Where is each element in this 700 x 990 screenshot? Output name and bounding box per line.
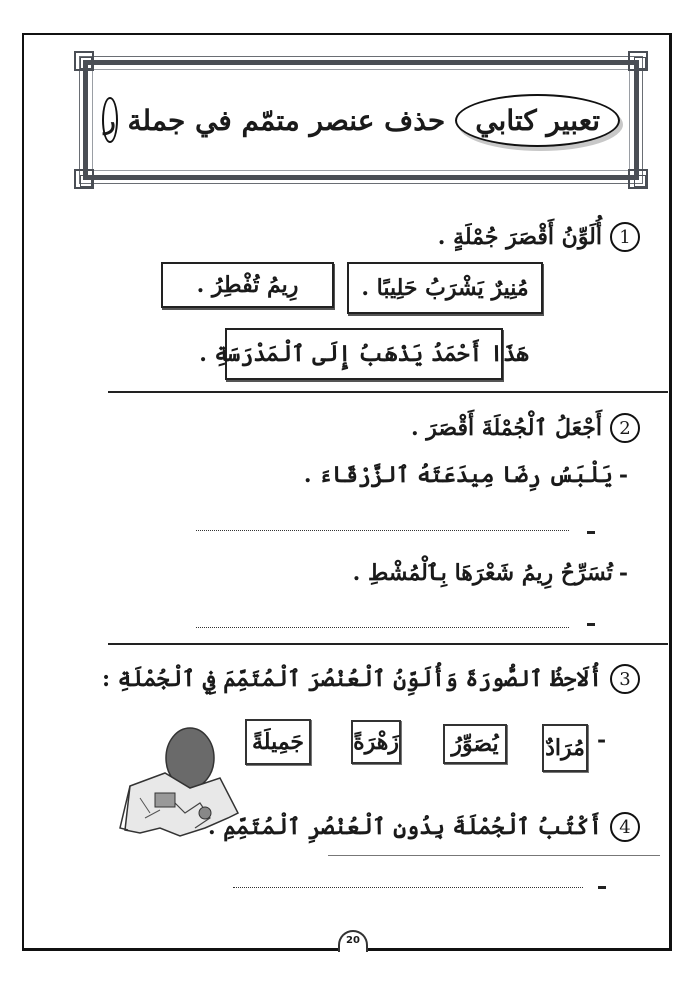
- section-divider: [108, 643, 668, 645]
- page-number-text: 20: [346, 935, 360, 946]
- exercise-sentence: تُسَرِّحُ رِيمُ شَعْرَهَا بِٱلْمُشْطِ .: [352, 560, 613, 586]
- page-title: حذف عنصر متمّم في جملة: [127, 103, 446, 137]
- word-box[interactable]: [245, 719, 311, 765]
- word-text: زَهْرَةً: [353, 729, 399, 755]
- title-banner: [83, 60, 639, 180]
- item-dash: -: [618, 560, 628, 586]
- sentence-option-box[interactable]: [161, 262, 334, 308]
- question-instruction: أُلَوِّنُ أَقْصَرَ جُمْلَةٍ .: [437, 224, 602, 250]
- sentence-text: رِيمُ تُفْطِرُ .: [196, 272, 299, 298]
- item-dash: -: [597, 727, 607, 753]
- answer-line[interactable]: [233, 887, 583, 888]
- question-instruction: أُلَاحِظُ ٱلصُّورَةَ وَأُلَوِّنُ ٱلْعُنْصُرَ ٱلْمُتَمِّمَ فِي ٱلْجُمْلَةِ :: [101, 666, 602, 692]
- exercise-item: [304, 462, 628, 488]
- answer-line[interactable]: [196, 530, 569, 531]
- word-text: جَمِيلَةً: [251, 729, 305, 755]
- question-instruction: أَجْعَلُ ٱلْجُمْلَةَ أَقْصَرَ .: [410, 415, 602, 441]
- sentence-text: هَذَا أَحْمَدُ يَذْهَبُ إِلَى ٱلْمَدْرَسَةِ .: [199, 341, 529, 367]
- answer-line[interactable]: [196, 627, 569, 628]
- question-1-header: [438, 222, 640, 252]
- section-divider: [108, 391, 668, 393]
- question-instruction: أَكْتُبُ ٱلْجُمْلَةَ بِدُونِ ٱلْعُنْصُرِ ٱلْمُتَمِّمِ .: [207, 814, 602, 840]
- word-box[interactable]: [542, 724, 588, 772]
- exercise-item: [353, 560, 628, 586]
- answer-dash: [587, 623, 595, 626]
- question-4-header: [208, 812, 640, 842]
- item-dash: -: [618, 462, 628, 488]
- answer-line[interactable]: [328, 855, 660, 856]
- question-2-header: [411, 413, 640, 443]
- lesson-letter-badge: ر: [102, 97, 118, 143]
- question-number: 4: [610, 812, 640, 842]
- question-number: 3: [610, 664, 640, 694]
- answer-dash: [587, 531, 595, 534]
- question-3-header: [102, 664, 640, 694]
- sentence-text: مُنِيرٌ يَشْرَبُ حَلِيبًا .: [361, 275, 529, 301]
- section-badge: تعبير كتابي: [455, 94, 620, 147]
- word-box[interactable]: [351, 720, 401, 764]
- question-number: 2: [610, 413, 640, 443]
- answer-dash: [598, 886, 606, 889]
- sentence-option-box[interactable]: [347, 262, 543, 314]
- word-text: يُصَوِّرُ: [451, 731, 499, 757]
- word-text: مُرَادٌ: [545, 735, 585, 761]
- word-box[interactable]: [443, 724, 507, 764]
- page-number: [338, 930, 368, 952]
- exercise-sentence: يَلْبَسُ رِضَا مِيدَعَتَهُ ٱلزَّرْقَاءَ .: [303, 462, 613, 488]
- sentence-option-box[interactable]: [199, 328, 529, 380]
- question-number: 1: [610, 222, 640, 252]
